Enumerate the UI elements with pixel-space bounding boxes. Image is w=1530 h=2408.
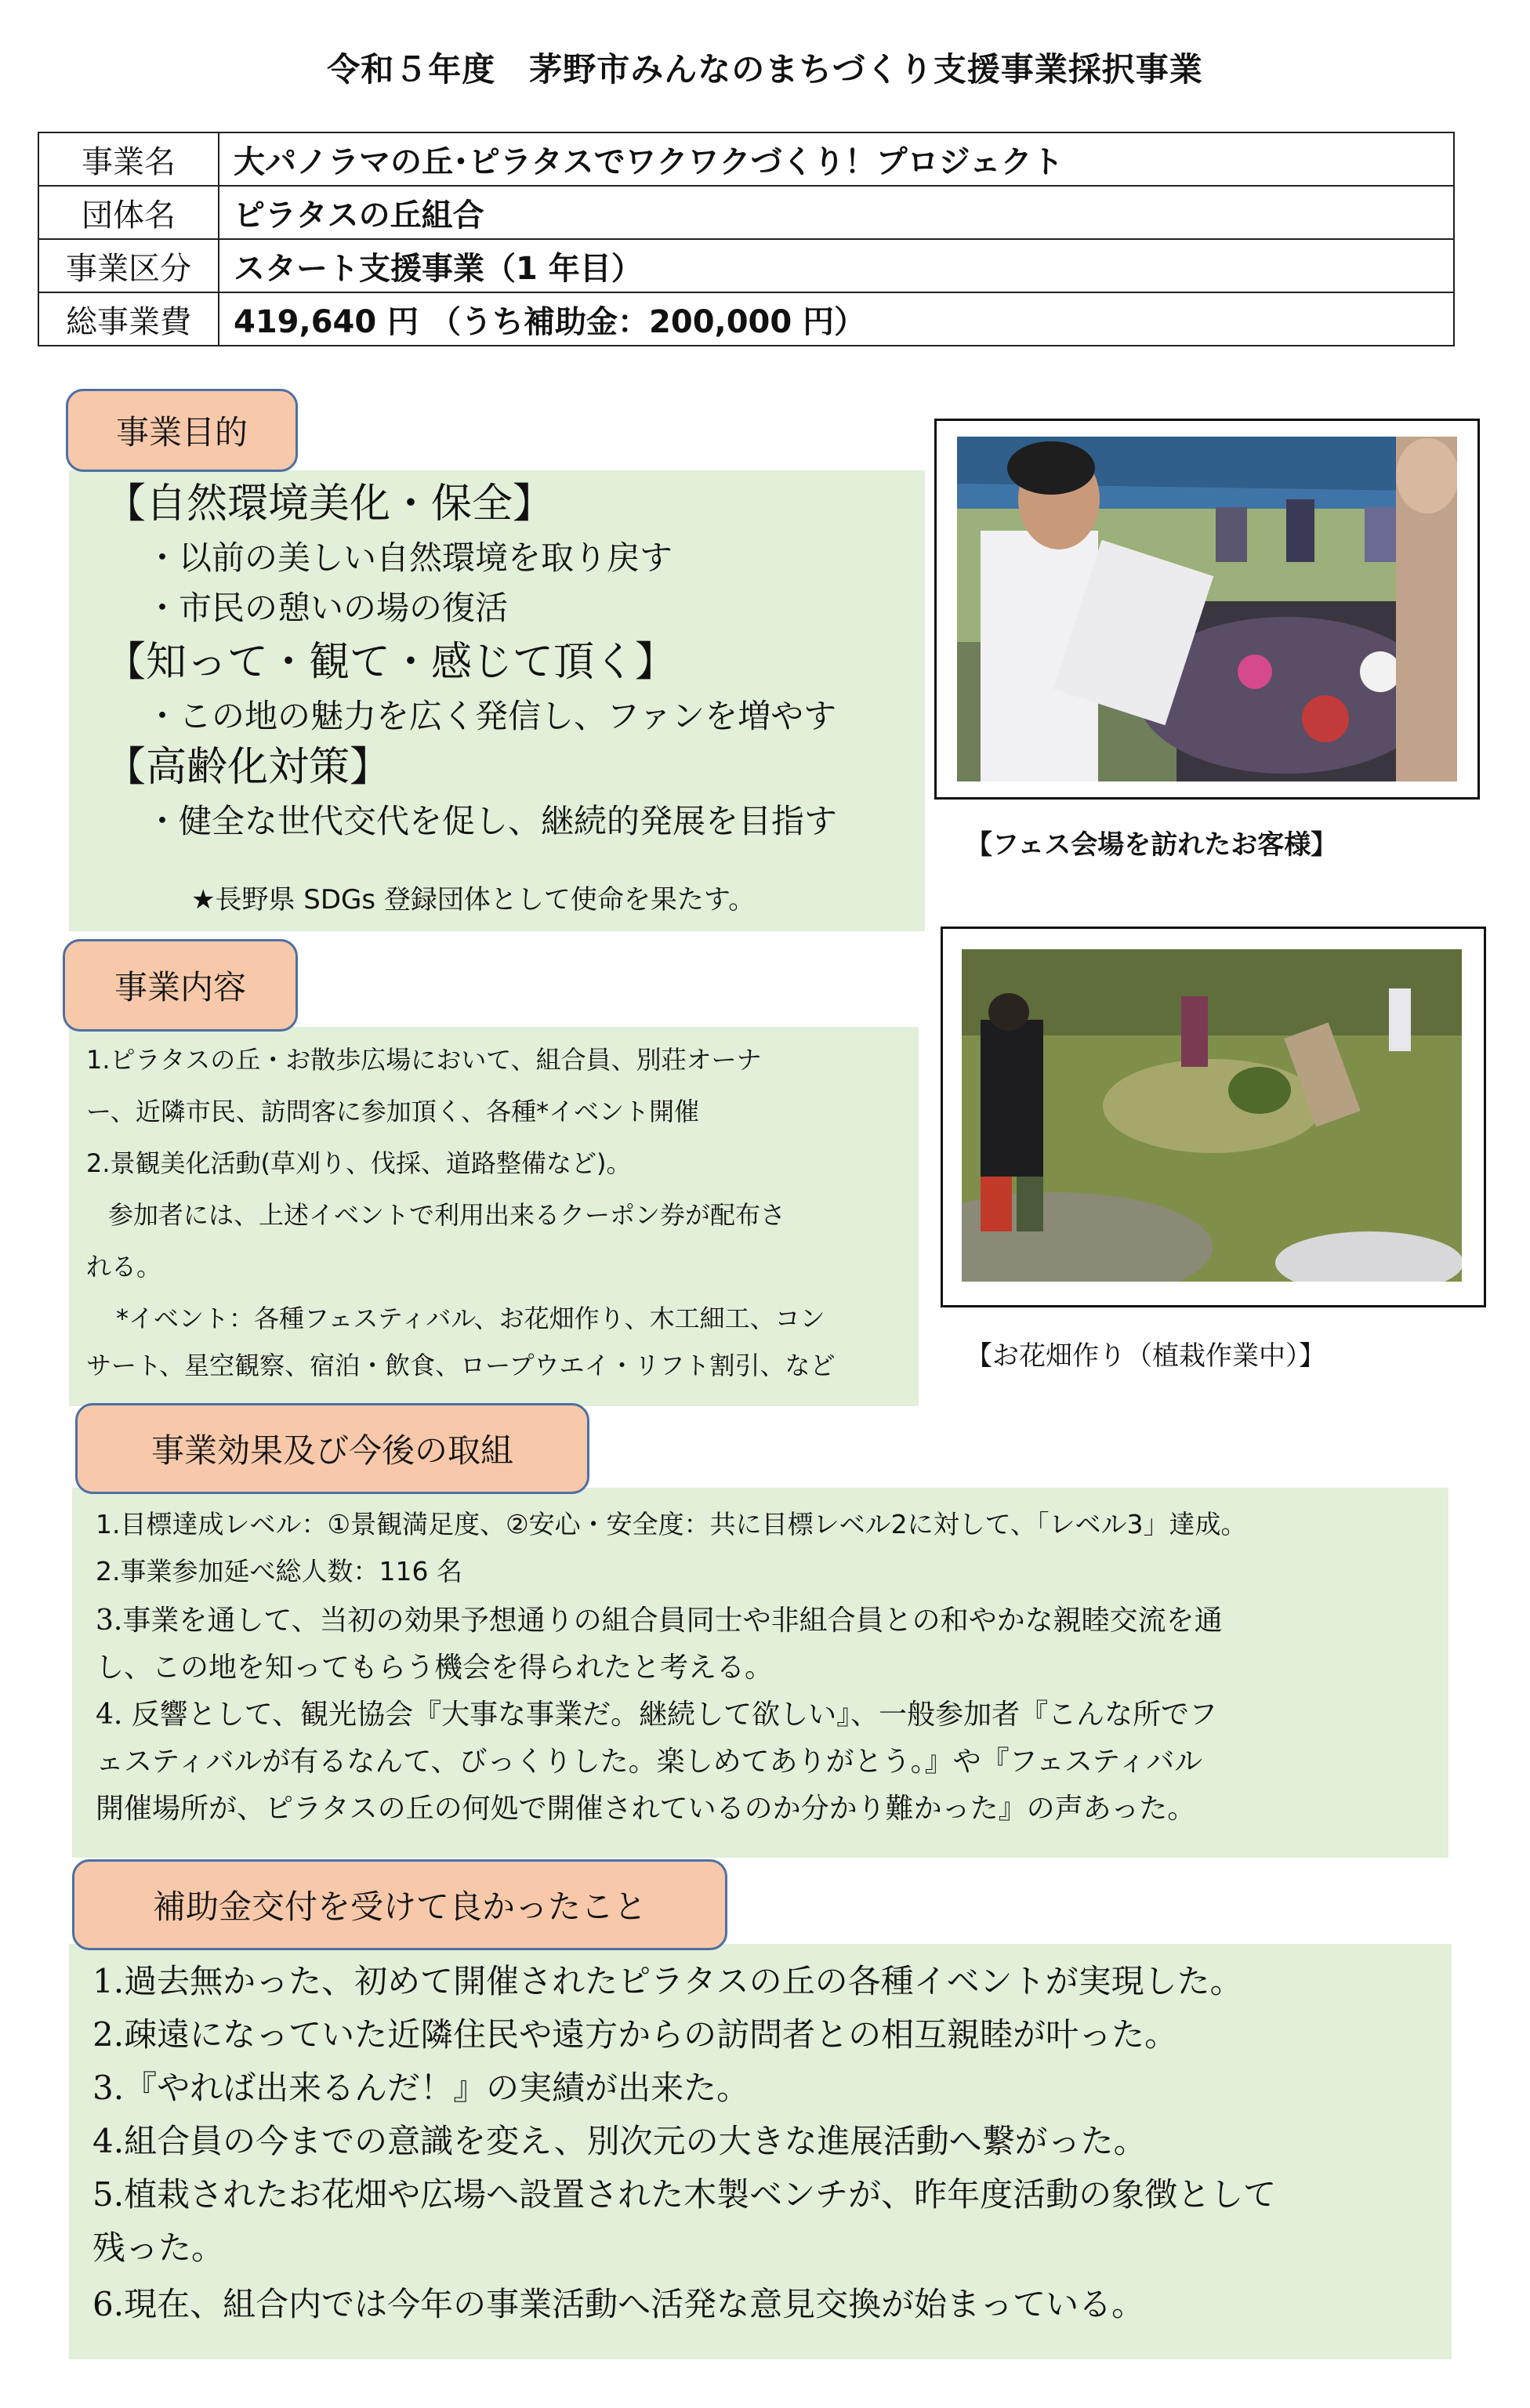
- info-label: 総事業費: [38, 292, 219, 346]
- content-box: [69, 1027, 919, 1406]
- purpose-group3-title: 【高齢化対策】: [105, 744, 391, 791]
- page-title: 令和５年度 茅野市みんなのまちづくり支援事業採択事業: [327, 50, 1203, 89]
- content-heading: 事業内容: [63, 939, 298, 1032]
- info-value: スタート支援事業（1 年目）: [219, 239, 1454, 292]
- info-row: [38, 186, 1454, 239]
- effect-line: ェスティバルが有るなんて、びっくりした。楽しめてありがとう。』や『フェスティバル: [96, 1746, 1203, 1778]
- content-line: 参加者には、上述イベントで利用出来るクーポン券が配布さ: [108, 1200, 786, 1230]
- effect-line: 開催場所が、ピラタスの丘の何処で開催されているのか分かり難かった』の声あった。: [96, 1793, 1196, 1825]
- info-label: 団体名: [38, 186, 219, 239]
- photo-festival: [957, 437, 1457, 782]
- benefit-line: 5.植栽されたお花畑や広場へ設置された木製ベンチが、昨年度活動の象徴として: [92, 2175, 1277, 2214]
- purpose-heading: 事業目的: [66, 389, 298, 472]
- info-row: [38, 292, 1454, 346]
- purpose-group1-item2: ・市民の憩いの場の復活: [146, 589, 509, 627]
- effect-line: 4. 反響として、観光協会『大事な事業だ。継続して欲しい』、一般参加者『こんな所でフ: [96, 1699, 1218, 1731]
- content-line: 1.ピラタスの丘・お散歩広場において、組合員、別荘オーナ: [86, 1045, 762, 1075]
- benefit-line: 4.組合員の今までの意識を変え、別次元の大きな進展活動へ繋がった。: [92, 2122, 1147, 2160]
- benefit-line: 残った。: [92, 2228, 225, 2267]
- benefit-line: 2.疎遠になっていた近隣住民や遠方からの訪問者との相互親睦が叶った。: [92, 2015, 1178, 2054]
- purpose-note: ★長野県 SDGs 登録団体として使命を果たす。: [191, 884, 756, 916]
- info-label: 事業区分: [38, 239, 219, 292]
- photo-festival-caption: 【フェス会場を訪れたお客様】: [966, 829, 1338, 861]
- content-line: ー、近隣市民、訪問客に参加頂く、各種*イベント開催: [86, 1097, 700, 1126]
- content-line: 2.景観美化活動(草刈り、伐採、道路整備など)。: [86, 1148, 632, 1178]
- photo-festival-frame: [934, 419, 1480, 800]
- purpose-box: [69, 470, 925, 931]
- effect-line: 2.事業参加延べ総人数：116 名: [96, 1556, 462, 1587]
- info-row: [38, 132, 1454, 186]
- effect-box: [72, 1488, 1448, 1858]
- benefit-box: [69, 1944, 1452, 2359]
- effect-line: 1.目標達成レベル：①景観満足度、②安心・安全度：共に目標レベル2に対して、「レベル3」達成。: [96, 1509, 1247, 1539]
- info-value: 大パノラマの丘･ピラタスでワクワクづくり！プロジェクト: [219, 132, 1454, 186]
- benefit-heading: 補助金交付を受けて良かったこと: [72, 1859, 727, 1950]
- effect-line: 3.事業を通して、当初の効果予想通りの組合員同士や非組合員との和やかな親睦交流を通: [96, 1605, 1223, 1637]
- benefit-line: 6.現在、組合内では今年の事業活動へ活発な意見交換が始まっている。: [92, 2285, 1145, 2323]
- effect-heading: 事業効果及び今後の取組: [75, 1403, 589, 1494]
- content-line: *イベント：各種フェスティバル、お花畑作り、木工細工、コン: [116, 1304, 825, 1333]
- content-line: サート、星空観察、宿泊・飲食、ロープウエイ・リフト割引、など: [86, 1351, 836, 1380]
- photo-planting: [962, 949, 1462, 1282]
- purpose-group1-title: 【自然環境美化・保全】: [105, 481, 554, 528]
- info-row: [38, 239, 1454, 292]
- benefit-line: 1.過去無かった、初めて開催されたピラタスの丘の各種イベントが実現した。: [92, 1962, 1243, 2000]
- photo-planting-caption: 【お花畑作り（植栽作業中）】: [966, 1340, 1325, 1372]
- content-line: れる。: [86, 1252, 162, 1282]
- info-value: 419,640 円 （うち補助金：200,000 円）: [219, 292, 1454, 346]
- purpose-group2-title: 【知って・観て・感じて頂く】: [105, 639, 676, 686]
- effect-line: し、この地を知ってもらう機会を得られたと考える。: [96, 1652, 774, 1684]
- purpose-group1-item1: ・以前の美しい自然環境を取り戻す: [146, 539, 673, 577]
- benefit-line: 3.『やれば出来るんだ！』の実績が出来た。: [92, 2069, 750, 2107]
- purpose-group2-item1: ・この地の魅力を広く発信し、ファンを増やす: [146, 697, 837, 735]
- purpose-group3-item1: ・健全な世代交代を促し、継続的発展を目指す: [146, 802, 838, 840]
- info-label: 事業名: [38, 132, 219, 186]
- info-value: ピラタスの丘組合: [219, 186, 1454, 239]
- project-info-table: [38, 132, 1455, 346]
- photo-planting-frame: [941, 927, 1486, 1307]
